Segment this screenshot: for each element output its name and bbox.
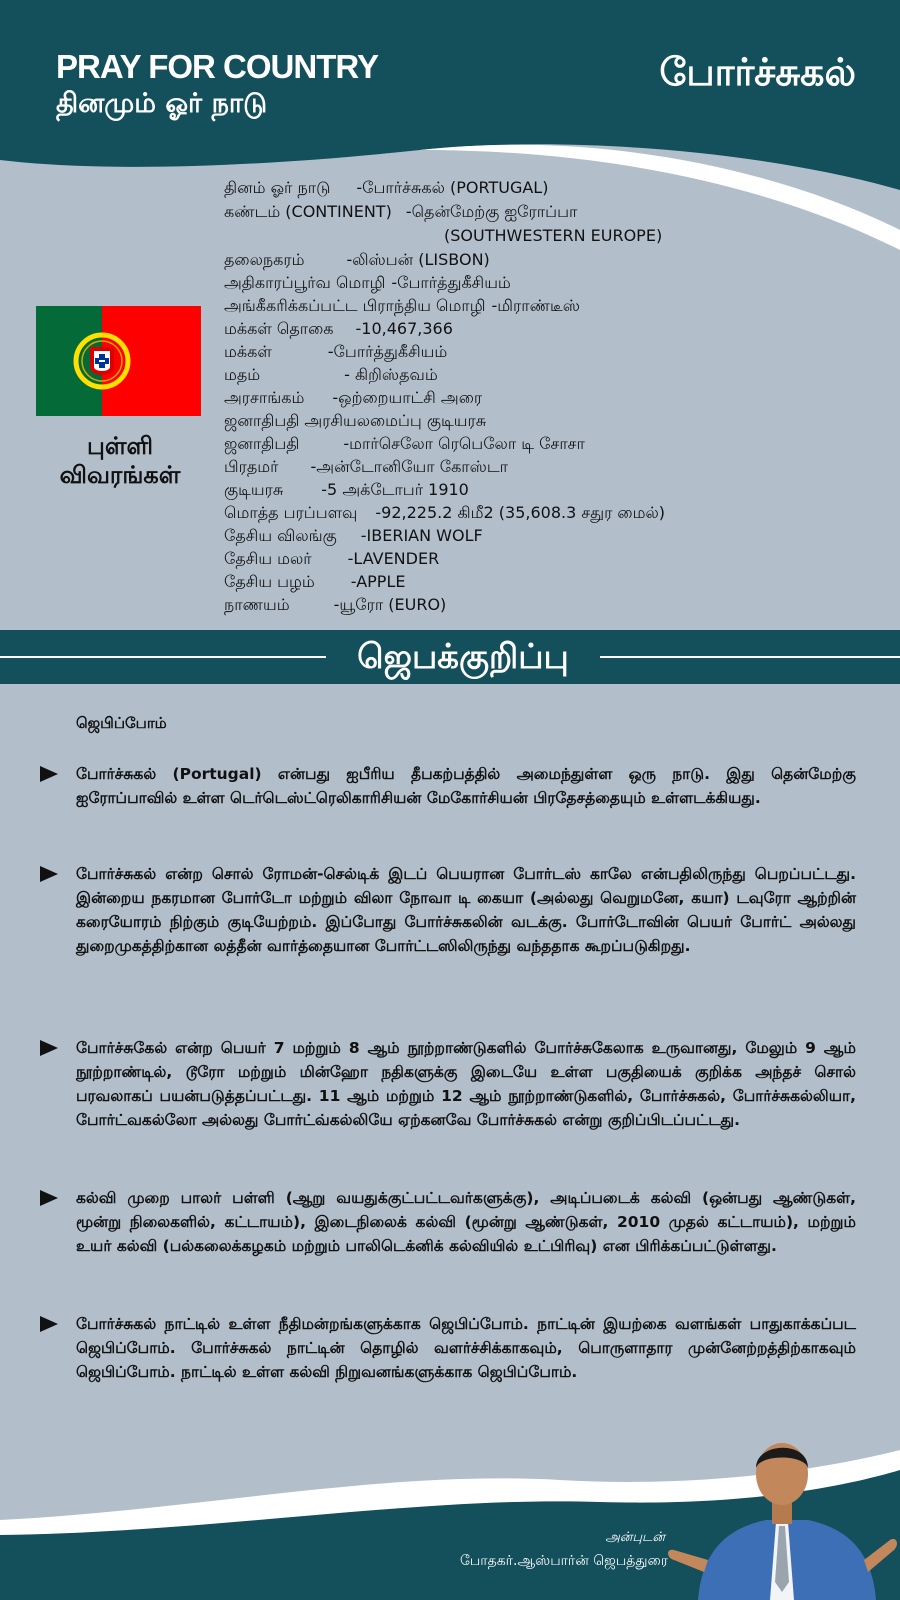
bullet-arrow-icon [40,866,58,882]
fact-row: அரசாங்கம் -ஒற்றையாட்சி அரை [224,388,483,407]
fact-row: கண்டம் (CONTINENT) -தென்மேற்கு ஐரோப்பா [224,202,578,221]
prayer-point: போர்ச்சுகேல் என்ற பெயர் 7 மற்றும் 8 ஆம் நூற்றாண்டுகளில் போர்ச்சுகேலாக உருவானது, மேலும் 9 ஆம் நூற்றாண்டில், டூரோ மற்றும் மின்ஹோ நதிகளுக்கு இடையே உள்ள பகுதியைக் குறிக்க அந்தச் சொல் பரவலாகப் பயன்படுத்தப்பட்டது. 11 ஆம் மற்றும் 12 ஆம் நூற்றாண்டுகளில், போர்ச்சுகல், போர்ச்சுகல்லியா, போர்ட்வகல்லோ அல்லது போர்ட்வ்கல்லியே ஏற்கனவே போர்ச்சுகல் என்று குறிப்பிடப்பட்டது. [76,1039,856,1129]
fact-row: பிரதமர் -அன்டோனியோ கோஸ்டா [224,457,508,476]
prayer-point: போர்ச்சுகல் நாட்டில் உள்ள நீதிமன்றங்களுக்காக ஜெபிப்போம். நாட்டின் இயற்கை வளங்கள் பாதுகாக்கப்பட ஜெபிப்போம். போர்ச்சுகல் நாட்டின் தொழில் வளர்ச்சிக்காகவும், பொருளாதார முன்னேற்றத்திற்காகவும் ஜெபிப்போம். நாட்டில் உள்ள கல்வி நிறுவனங்களுக்காக ஜெபிப்போம். [76,1315,856,1381]
prayer-point: போர்ச்சுகல் (Portugal) என்பது ஐபீரிய தீபகற்பத்தில் அமைந்துள்ள ஒரு நாடு. இது தென்மேற்கு ஐரோப்பாவில் உள்ள டெர்டெஸ்ட்ரெலிகாரிசியன் மேகோர்சியன் பிரதேசத்தையும் உள்ளடக்கியது. [76,765,856,807]
fact-row: தேசிய விலங்கு -IBERIAN WOLF [224,526,483,545]
fact-row: தலைநகரம் -லிஸ்பன் (LISBON) [224,250,490,269]
signoff: அன்புடன் [605,1530,665,1545]
fact-row: குடியரசு -5 அக்டோபர் 1910 [224,480,469,499]
band-divider-right [600,656,900,658]
portugal-flag-icon [36,306,201,416]
bullet-arrow-icon [40,1190,58,1206]
fact-row: ஜனாதிபதி அரசியலமைப்பு குடியரசு [224,411,487,430]
title-english: PRAY FOR COUNTRY [56,48,378,85]
prayer-lead: ஜெபிப்போம் [76,714,167,732]
fact-row: அதிகாரப்பூர்வ மொழி -போர்த்துகீசியம் [224,273,511,292]
preacher-name: போதகர்.ஆஸ்பார்ன் ஜெபத்துரை [459,1553,668,1569]
fact-row: அங்கீகரிக்கப்பட்ட பிராந்திய மொழி -மிராண்டீஸ் [224,296,580,315]
fact-row: தேசிய மலர் -LAVENDER [224,549,440,568]
fact-row: மொத்த பரப்பளவு -92,225.2 கிமீ2 (35,608.3 சதுர மைல்) [224,503,665,522]
bullet-arrow-icon [40,1040,58,1056]
band-divider-left [0,656,326,658]
bullet-arrow-icon [40,766,58,782]
fact-row-continuation: (SOUTHWESTERN EUROPE) [444,226,663,245]
preacher-photo-icon [668,1432,900,1600]
prayer-point: போர்ச்சுகல் என்ற சொல் ரோமன்-செல்டிக் இடப் பெயரான போர்டஸ் காலே என்பதிலிருந்து பெறப்பட்டது. இன்றைய நகரமான போர்டோ மற்றும் விலா நோவா டி கையா (அல்லது வெறுமனே, கயா) டவுரோ ஆற்றின் கரையோரம் நிற்கும் குடியேற்றம். இப்போது போர்ச்சுகலின் வடக்கு. போர்டோவின் பெயர் போர்ட் அல்லது துறைமுகத்திற்கான லத்தீன் வார்த்தையான போர்ட்டஸிலிருந்து வந்ததாக கூறப்படுகிறது. [76,865,856,955]
armillary-sphere-icon [72,331,132,391]
fact-row: நாணயம் -யூரோ (EURO) [224,595,447,614]
prayer-title: ஜெபக்குறிப்பு [357,637,569,677]
fact-row: மக்கள் -போர்த்துகீசியம் [224,342,448,361]
fact-row: தினம் ஓர் நாடு -போர்ச்சுகல் (PORTUGAL) [224,178,549,197]
fact-row: மதம் - கிறிஸ்தவம் [224,365,438,384]
facts-heading: புள்ளி விவரங்கள் [59,432,181,489]
fact-row: ஜனாதிபதி -மார்செலோ ரெபெலோ டி சோசா [224,434,585,453]
prayer-point: கல்வி முறை பாலர் பள்ளி (ஆறு வயதுக்குட்பட்டவர்களுக்கு), அடிப்படைக் கல்வி (ஒன்பது ஆண்டுகள், மூன்று நிலைகளில், கட்டாயம்), இடைநிலைக் கல்வி (மூன்று ஆண்டுகள், 2010 முதல் கட்டாயம்), மற்றும் உயர் கல்வி (பல்கலைக்கழகம் மற்றும் பாலிடெக்னிக் கல்வியில் உட்பிரிவு) என பிரிக்கப்பட்டுள்ளது. [76,1189,856,1255]
country-name: போர்ச்சுகல் [659,50,856,94]
fact-row: மக்கள் தொகை -10,467,366 [224,319,453,338]
bullet-arrow-icon [40,1316,58,1332]
title-tamil: தினமும் ஓர் நாடு [56,88,268,119]
fact-row: தேசிய பழம் -APPLE [224,572,406,591]
